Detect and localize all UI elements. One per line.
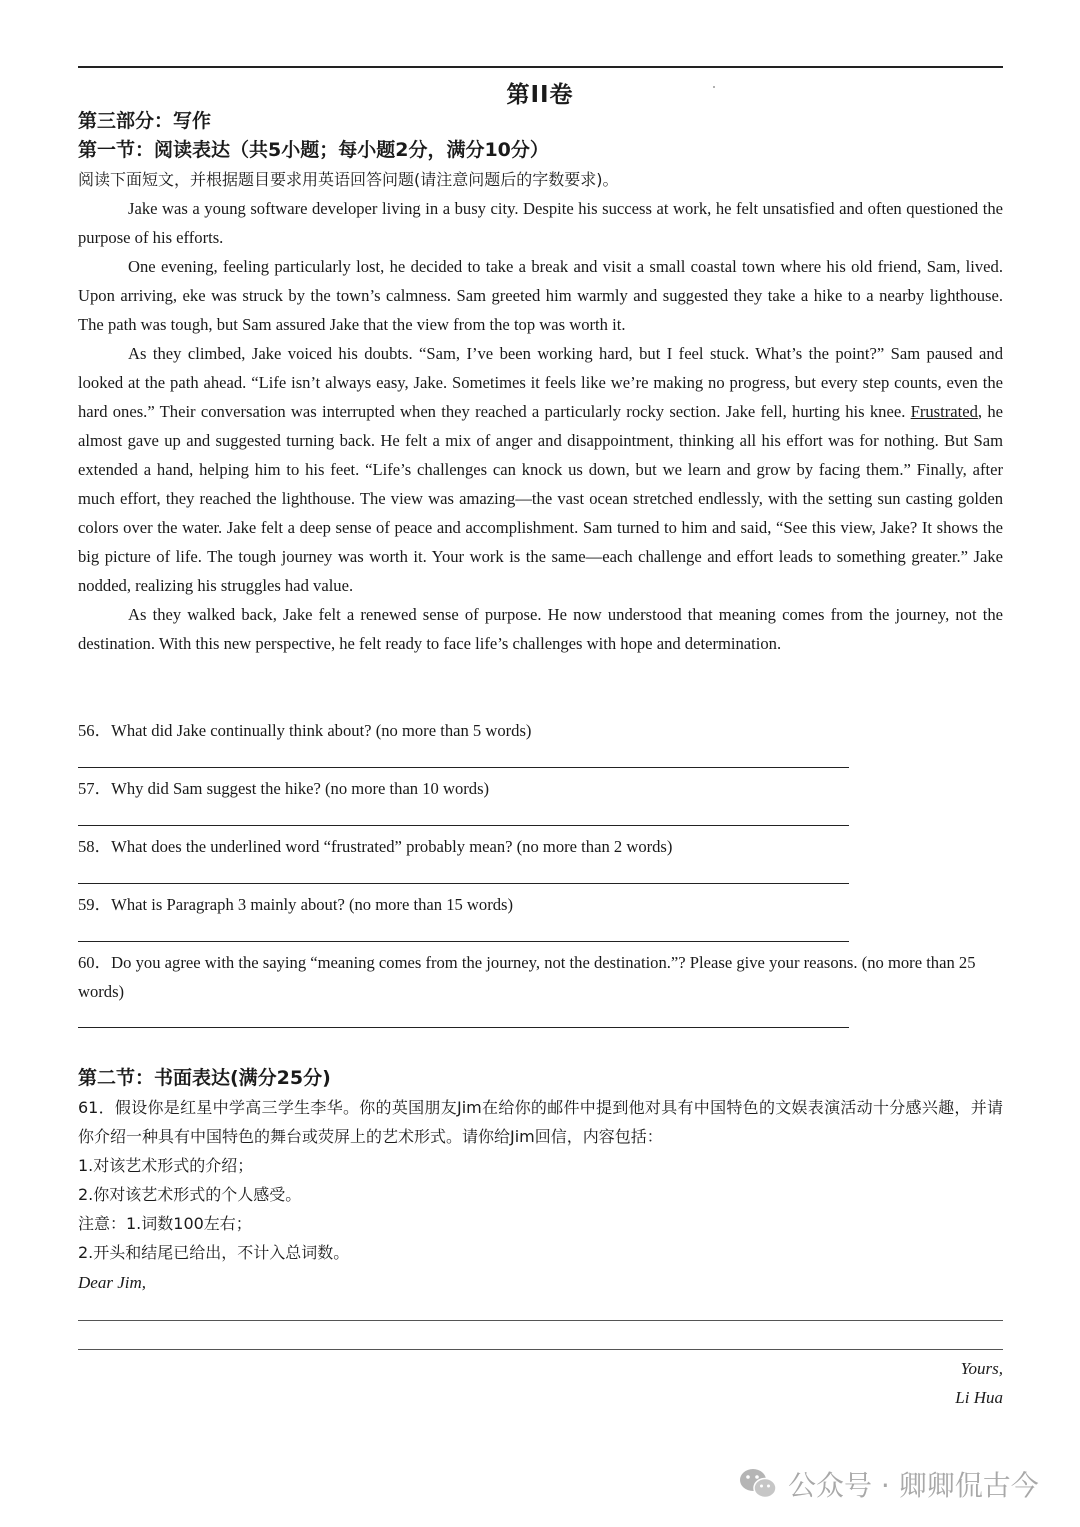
question-57: 57．Why did Sam suggest the hike? (no more than 10 words) bbox=[78, 779, 490, 798]
question-60: 60．Do you agree with the saying “meaning comes from the journey, not the destination.”? Please give your reasons. (no more than 25 words) bbox=[78, 953, 976, 1001]
writing-prompt: 61．假设你是红星中学高三学生李华。你的英国朋友Jim在给你的邮件中提到他对具有中国特色的文娱表演活动十分感兴趣，并请你介绍一种具有中国特色的舞台或荧屏上的艺术形式。请你给Jim回信，内容包括： bbox=[78, 1098, 1003, 1146]
section1-title: 第一节：阅读表达（共5小题；每小题2分，满分10分） bbox=[78, 139, 549, 161]
letter-greeting: Dear Jim, bbox=[78, 1273, 146, 1292]
section2-title: 第二节：书面表达(满分25分) bbox=[78, 1067, 331, 1089]
requirement-2: 2.你对该艺术形式的个人感受。 bbox=[78, 1185, 302, 1204]
underlined-word: Frustrated bbox=[910, 402, 978, 421]
paragraph-3-part-2: , he almost gave up and suggested turning back. He felt a mix of anger and disappointment, thinking all his effort was for nothing. But Sam extended a hand, helping him to his feet. “Life’s challenges can knock us down, but we learn and grow by facing them.” Finally, after much effort, they reached the lighthouse. The view was amazing—the vast ocean stretched endlessly, with the setting sun casting golden colors over the water. Jake felt a deep sense of peace and accomplishment. Sam turned to him and said, “See this view, Jake? It shows the big picture of life. The tough journey was worth it. Your work is the same—each challenge and effort leads to something greater.” Jake nodded, realizing his struggles had value. bbox=[78, 402, 1003, 595]
requirement-1: 1.对该艺术形式的介绍； bbox=[78, 1156, 254, 1175]
question-58: 58．What does the underlined word “frustrated” probably mean? (no more than 2 words) bbox=[78, 837, 673, 856]
writing-line-2[interactable] bbox=[78, 1349, 1003, 1350]
question-56: 56．What did Jake continually think about? (no more than 5 words) bbox=[78, 721, 532, 740]
volume-title: 第II卷 bbox=[506, 82, 574, 108]
paragraph-4: As they walked back, Jake felt a renewed sense of purpose. He now understood that meaning comes from the journey, not the destination. With this new perspective, he felt ready to face life’s challenges with hope and determination. bbox=[78, 605, 1003, 653]
letter-closing: Yours, bbox=[960, 1359, 1003, 1378]
paragraph-3-part-1: As they climbed, Jake voiced his doubts. “Sam, I’ve been working hard, but I feel stuck. What’s the point?” Sam paused and looked at the path ahead. “Life isn’t always easy, Jake. Sometimes it feels like we’re making no progress, but every step counts, even the hard ones.” Their conversation was interrupted when they reached a particularly rocky section. Jake fell, hurting his knee. bbox=[78, 344, 1003, 421]
answer-line-56[interactable] bbox=[78, 767, 849, 768]
paragraph-2: One evening, feeling particularly lost, he decided to take a break and visit a small coastal town where his old friend, Sam, lived. Upon arriving, eke was struck by the town’s calmness. Sam greeted him warmly and suggested they take a hike to a nearby lighthouse. The path was tough, but Sam assured Jake that the view from the top was worth it. bbox=[78, 257, 1003, 334]
wechat-icon bbox=[738, 1466, 778, 1502]
paragraph-1: Jake was a young software developer living in a busy city. Despite his success at work, he felt unsatisfied and often questioned the purpose of his efforts. bbox=[78, 199, 1003, 247]
answer-line-60[interactable] bbox=[78, 1027, 849, 1028]
answer-line-58[interactable] bbox=[78, 883, 849, 884]
question-59: 59．What is Paragraph 3 mainly about? (no more than 15 words) bbox=[78, 895, 514, 914]
answer-line-59[interactable] bbox=[78, 941, 849, 942]
writing-line-1[interactable] bbox=[78, 1320, 1003, 1321]
note-2: 2.开头和结尾已给出，不计入总词数。 bbox=[78, 1243, 350, 1262]
part-title: 第三部分：写作 bbox=[78, 110, 212, 132]
paragraph-3 bbox=[78, 339, 1003, 600]
watermark bbox=[738, 1462, 1039, 1506]
letter-signature: Li Hua bbox=[955, 1388, 1003, 1407]
top-rule bbox=[78, 66, 1003, 68]
note-1: 注意：1.词数100左右； bbox=[78, 1214, 252, 1233]
watermark-text: 公众号 · 卿卿侃古今 bbox=[788, 1469, 1039, 1502]
reading-passage bbox=[78, 194, 1003, 658]
instruction: 阅读下面短文，并根据题目要求用英语回答问题(请注意问题后的字数要求)。 bbox=[78, 170, 619, 189]
answer-line-57[interactable] bbox=[78, 825, 849, 826]
